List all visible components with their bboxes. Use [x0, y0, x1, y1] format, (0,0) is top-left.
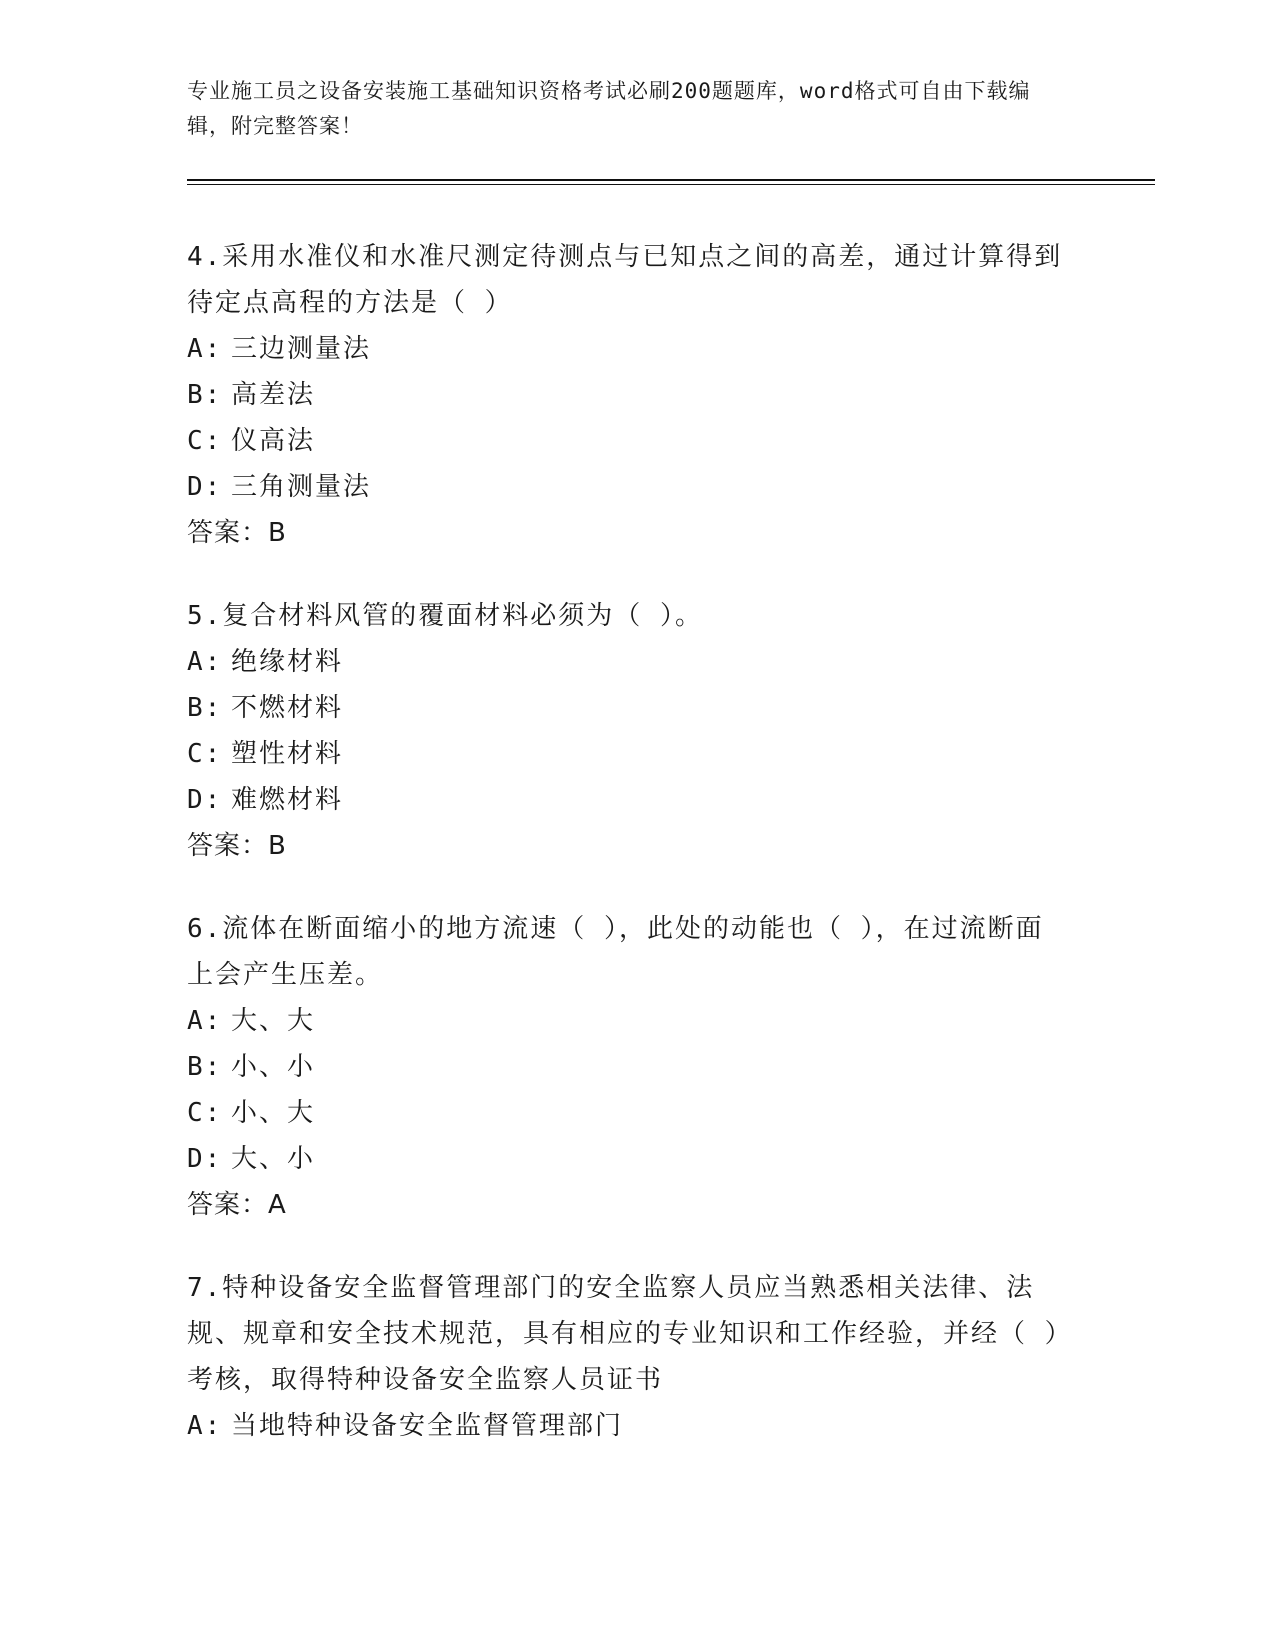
option-c — [187, 1090, 1067, 1136]
option-letter: A: — [187, 647, 223, 677]
option-letter: D: — [187, 472, 223, 502]
option-letter: B: — [187, 693, 223, 723]
option-text: 绝缘材料 — [231, 647, 344, 677]
option-a — [187, 639, 1067, 685]
option-letter: C: — [187, 739, 223, 769]
option-d — [187, 1136, 1067, 1182]
option-a — [187, 998, 1067, 1044]
option-letter: D: — [187, 785, 223, 815]
question-list — [187, 234, 1067, 1486]
option-c — [187, 418, 1067, 464]
header-divider-thick — [187, 179, 1155, 181]
option-letter: A: — [187, 1006, 223, 1036]
option-a — [187, 1403, 1067, 1449]
option-text: 难燃材料 — [231, 785, 344, 815]
option-d — [187, 777, 1067, 823]
question-stem: 5.复合材料风管的覆面材料必须为（ ）。 — [187, 601, 703, 631]
answer-line: 答案：A — [187, 1190, 287, 1220]
question-5 — [187, 593, 1067, 869]
question-stem: 7.特种设备安全监督管理部门的安全监察人员应当熟悉相关法律、法规、规章和安全技术规范，具有相应的专业知识和工作经验，并经（ ）考核，取得特种设备安全监察人员证书 — [187, 1273, 1060, 1395]
option-a — [187, 326, 1067, 372]
option-letter: A: — [187, 334, 223, 364]
option-d — [187, 464, 1067, 510]
question-4 — [187, 234, 1067, 556]
option-text: 仪高法 — [231, 426, 316, 456]
option-letter: B: — [187, 1052, 223, 1082]
option-letter: C: — [187, 426, 223, 456]
question-stem: 6.流体在断面缩小的地方流速（ ），此处的动能也（ ），在过流断面上会产生压差。 — [187, 914, 1044, 990]
option-text: 三角测量法 — [231, 472, 372, 502]
option-text: 三边测量法 — [231, 334, 372, 364]
option-text: 小、大 — [231, 1098, 316, 1128]
question-stem: 4.采用水准仪和水准尺测定待测点与已知点之间的高差，通过计算得到待定点高程的方法是（ ） — [187, 242, 1063, 318]
option-text: 大、小 — [231, 1144, 316, 1174]
answer-line: 答案：B — [187, 831, 287, 861]
option-b — [187, 372, 1067, 418]
option-text: 小、小 — [231, 1052, 316, 1082]
option-text: 大、大 — [231, 1006, 316, 1036]
option-letter: D: — [187, 1144, 223, 1174]
option-text: 当地特种设备安全监督管理部门 — [231, 1411, 624, 1441]
answer-line: 答案：B — [187, 518, 287, 548]
question-7 — [187, 1265, 1067, 1449]
option-text: 塑性材料 — [231, 739, 344, 769]
option-b — [187, 685, 1067, 731]
option-letter: C: — [187, 1098, 223, 1128]
document-header: 专业施工员之设备安装施工基础知识资格考试必刷200题题库，word格式可自由下载编辑，附完整答案！ — [187, 79, 1031, 138]
option-text: 不燃材料 — [231, 693, 344, 723]
option-text: 高差法 — [231, 380, 316, 410]
option-letter: B: — [187, 380, 223, 410]
option-letter: A: — [187, 1411, 223, 1441]
option-c — [187, 731, 1067, 777]
header-divider-thin — [187, 184, 1155, 185]
option-b — [187, 1044, 1067, 1090]
question-6 — [187, 906, 1067, 1228]
